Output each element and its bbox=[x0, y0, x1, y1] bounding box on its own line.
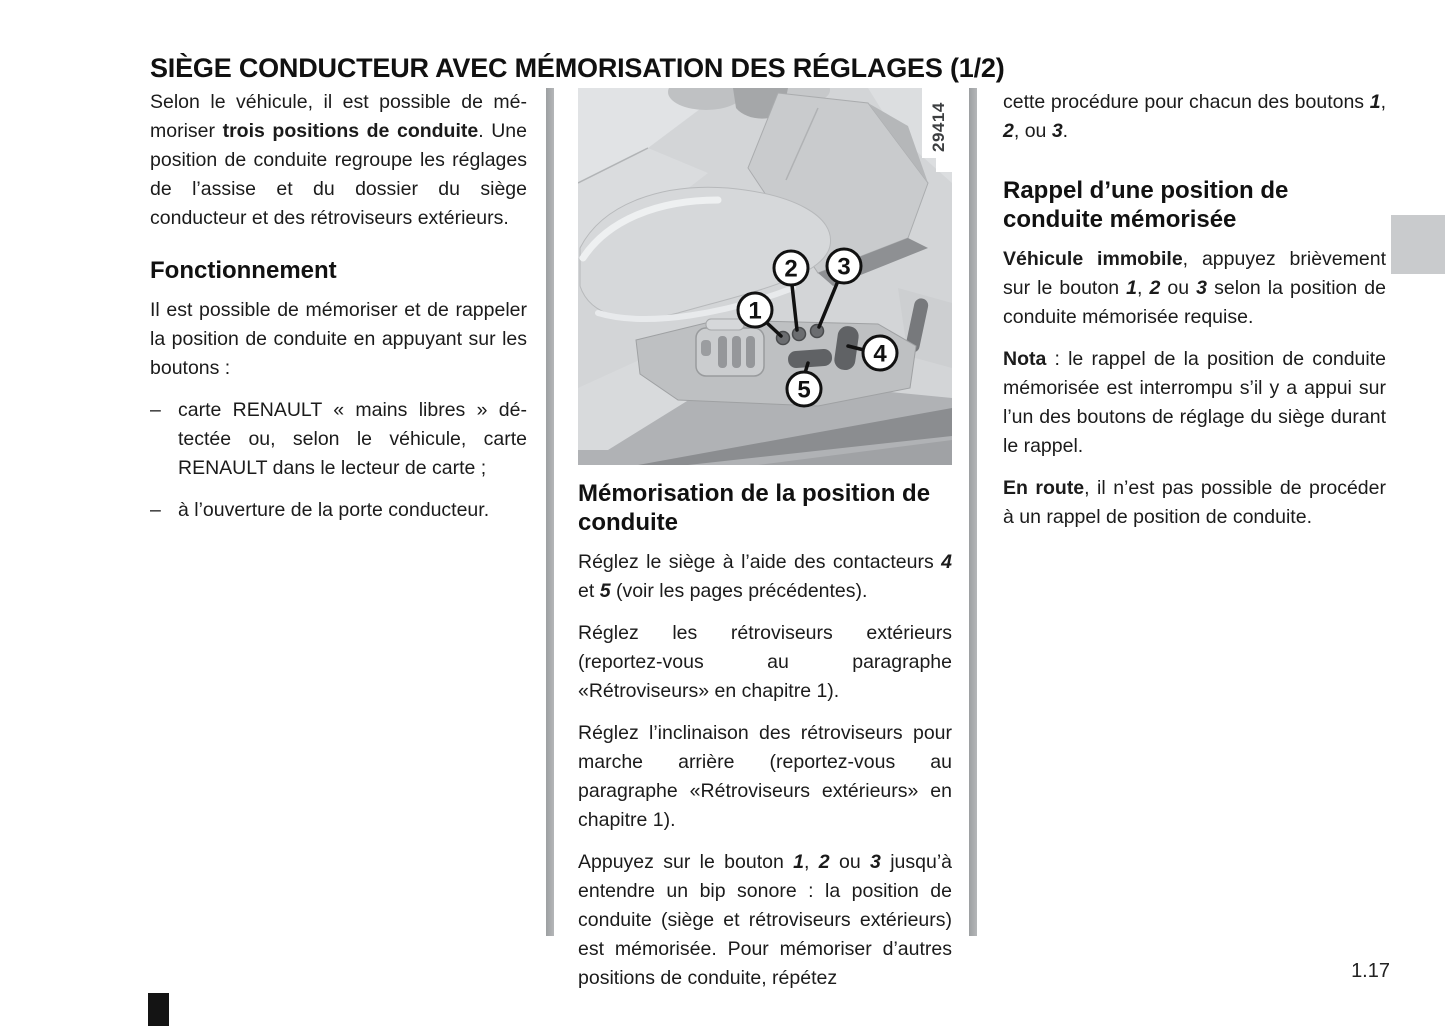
heading-rappel: Rappel d’une position de conduite mémorisée bbox=[1003, 177, 1289, 233]
svg-text:2: 2 bbox=[784, 255, 798, 283]
list-dash: – bbox=[150, 399, 161, 421]
page-title: SIÈGE CONDUCTEUR AVEC MÉMORISATION DES RÉGLAGES (1/2) bbox=[150, 53, 1005, 84]
paragraph: Véhicule immobile, appuyez brièvement sur le bouton 1, 2 ou 3 selon la position de conduite mémorisée requise. bbox=[1003, 248, 1386, 328]
column-separator-right bbox=[969, 88, 977, 936]
seat-illustration bbox=[578, 88, 952, 465]
figure-ref-number: 29414 bbox=[929, 102, 948, 152]
column-left bbox=[150, 88, 527, 538]
list-item-text: à l’ouverture de la porte conducteur. bbox=[178, 499, 490, 521]
heading-fonctionnement: Fonctionnement bbox=[150, 257, 337, 284]
paragraph: Nota : le rappel de la position de conduite mémorisée est interrompu s’il y a appui sur l’un des boutons de réglage du siège durant le rappel. bbox=[1003, 348, 1386, 457]
page-number: 1.17 bbox=[1351, 960, 1390, 982]
paragraph: cette procédure pour chacun des boutons 1, 2, ou 3. bbox=[1003, 91, 1386, 142]
heading-memorisation: Mémorisation de la position de conduite bbox=[578, 480, 931, 536]
paragraph: Réglez les rétroviseurs extérieurs (reportez-vous au paragraphe «Rétroviseurs» en chapitre 1). bbox=[578, 622, 952, 702]
column-right bbox=[1003, 88, 1386, 545]
binding-mark bbox=[148, 993, 169, 1026]
list-dash: – bbox=[150, 499, 161, 521]
paragraph: En route, il n’est pas possible de procéder à un rappel de position de conduite. bbox=[1003, 477, 1386, 528]
column-separator-left bbox=[546, 88, 554, 936]
seat-illustration-figure bbox=[578, 88, 952, 465]
column-middle bbox=[578, 88, 952, 1006]
chapter-tab-marker bbox=[1391, 215, 1445, 274]
paragraph: Il est possible de mémoriser et de rappeler la position de conduite en appuyant sur les boutons : bbox=[150, 299, 527, 379]
cushion-adjuster-switch bbox=[787, 348, 832, 368]
paragraph: Réglez l’inclinaison des rétroviseurs pour marche arrière (reportez-vous au paragraphe «Rétroviseurs extérieurs» en chapitre 1). bbox=[578, 722, 952, 831]
list-item-text: carte RENAULT « mains libres » détectée ou, selon le véhicule, carte RENAULT dans le lecteur de carte ; bbox=[178, 399, 527, 479]
svg-text:3: 3 bbox=[837, 253, 851, 281]
paragraph: Réglez le siège à l’aide des contacteurs 4 et 5 (voir les pages précédentes). bbox=[578, 551, 952, 602]
list-item bbox=[150, 496, 527, 525]
list-item bbox=[150, 396, 527, 483]
paragraph: Appuyez sur le bouton 1, 2 ou 3 jusqu’à entendre un bip sonore : la position de conduite (siège et rétroviseurs extérieurs) est mémorisée. Pour mémoriser d’autres positions de conduite, répétez bbox=[578, 851, 953, 989]
intro-paragraph: Selon le véhicule, il est possible de mémoriser trois positions de conduite. Une position de conduite regroupe les réglages de l’assise et du dossier du siège conducteur et des rétroviseurs extérieurs. bbox=[150, 91, 527, 229]
svg-text:5: 5 bbox=[797, 376, 811, 404]
svg-text:4: 4 bbox=[873, 340, 887, 368]
svg-text:1: 1 bbox=[748, 297, 762, 325]
